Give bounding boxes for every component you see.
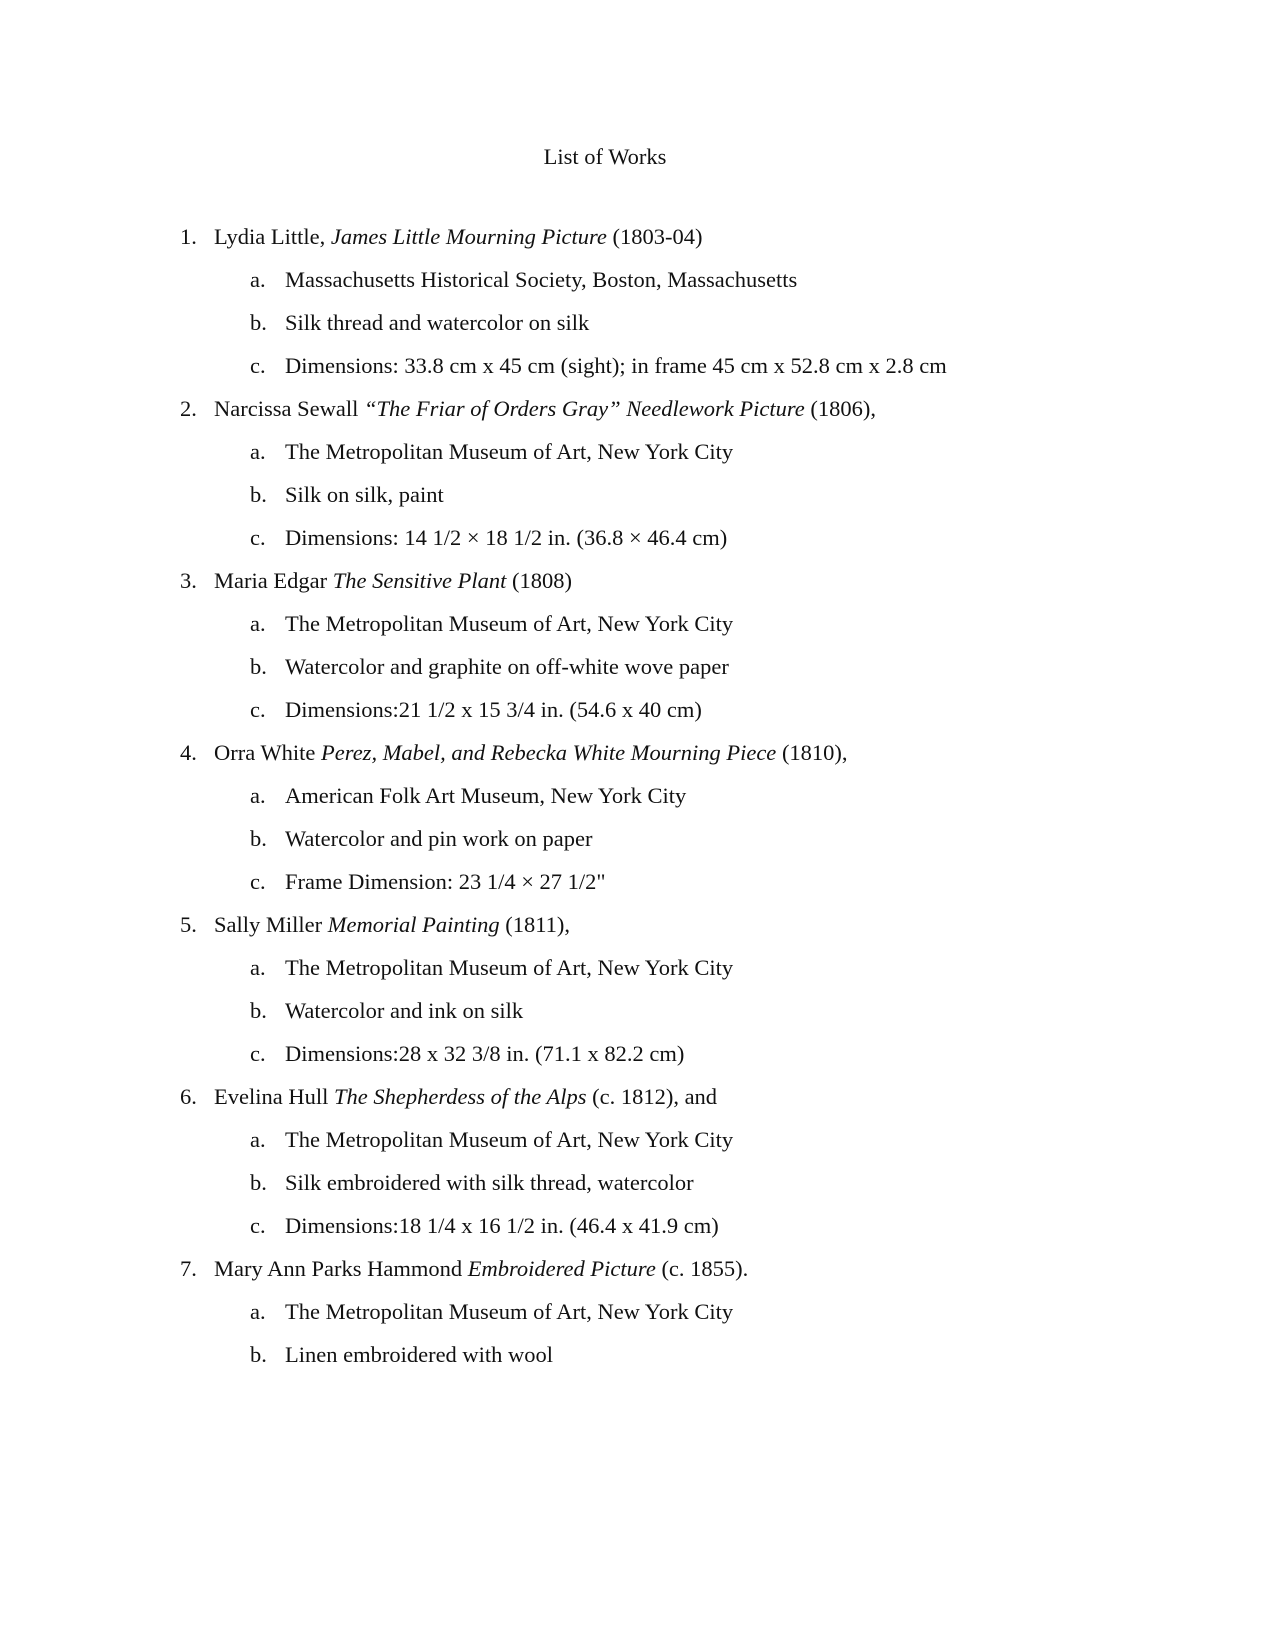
- work-title: Perez, Mabel, and Rebecka White Mourning Piece: [321, 740, 777, 765]
- work-detail: [0, 860, 1275, 903]
- detail-text: Silk on silk, paint: [285, 482, 444, 507]
- detail-text: Dimensions:18 1/4 x 16 1/2 in. (46.4 x 41.9 cm): [285, 1213, 719, 1238]
- detail-text: The Metropolitan Museum of Art, New York City: [285, 1127, 734, 1152]
- work-detail: [0, 1161, 1275, 1204]
- work-detail: [0, 473, 1275, 516]
- artist-name: Mary Ann Parks Hammond: [214, 1256, 468, 1281]
- detail-text: American Folk Art Museum, New York City: [285, 783, 687, 808]
- detail-text: The Metropolitan Museum of Art, New York City: [285, 611, 734, 636]
- detail-text: Frame Dimension: 23 1/4 × 27 1/2": [285, 869, 606, 894]
- detail-text: The Metropolitan Museum of Art, New York City: [285, 955, 734, 980]
- detail-text: Silk embroidered with silk thread, watercolor: [285, 1170, 694, 1195]
- document-title: List of Works: [543, 144, 667, 169]
- detail-text: Dimensions:21 1/2 x 15 3/4 in. (54.6 x 40 cm): [285, 697, 702, 722]
- detail-letter: b.: [250, 654, 267, 679]
- work-number: 1.: [180, 224, 197, 249]
- work-title: The Shepherdess of the Alps: [333, 1084, 587, 1109]
- work-detail: [0, 1032, 1275, 1075]
- work-detail: [0, 430, 1275, 473]
- work-entry: [0, 559, 1275, 602]
- detail-letter: b.: [250, 826, 267, 851]
- work-detail: [0, 989, 1275, 1032]
- work-date: (c. 1855).: [655, 1256, 749, 1281]
- detail-letter: a.: [250, 783, 266, 808]
- detail-letter: c.: [250, 697, 266, 722]
- work-number: 4.: [180, 740, 197, 765]
- work-number: 7.: [180, 1256, 197, 1281]
- work-title: The Sensitive Plant: [332, 568, 507, 593]
- work-number: 5.: [180, 912, 197, 937]
- work-title: Memorial Painting: [327, 912, 500, 937]
- work-entry: [0, 1075, 1275, 1118]
- detail-letter: a.: [250, 267, 266, 292]
- detail-letter: a.: [250, 439, 266, 464]
- detail-text: Massachusetts Historical Society, Boston, Massachusetts: [285, 267, 798, 292]
- detail-text: The Metropolitan Museum of Art, New York City: [285, 1299, 734, 1324]
- work-number: 2.: [180, 396, 197, 421]
- work-number: 3.: [180, 568, 197, 593]
- detail-text: Dimensions: 33.8 cm x 45 cm (sight); in frame 45 cm x 52.8 cm x 2.8 cm: [285, 353, 947, 378]
- detail-letter: c.: [250, 353, 266, 378]
- work-heading: [214, 731, 848, 774]
- detail-text: Watercolor and pin work on paper: [285, 826, 593, 851]
- work-entry: [0, 215, 1275, 258]
- work-detail: [0, 258, 1275, 301]
- work-heading: [214, 1075, 717, 1118]
- detail-letter: a.: [250, 611, 266, 636]
- detail-letter: a.: [250, 1127, 266, 1152]
- work-date: (c. 1812), and: [586, 1084, 718, 1109]
- work-heading: [214, 215, 702, 258]
- work-detail: [0, 1290, 1275, 1333]
- detail-letter: a.: [250, 955, 266, 980]
- detail-letter: c.: [250, 525, 266, 550]
- artist-name: Sally Miller: [214, 912, 328, 937]
- work-entry: [0, 731, 1275, 774]
- artist-name: Orra White: [214, 740, 322, 765]
- detail-letter: b.: [250, 310, 267, 335]
- artist-name: Maria Edgar: [214, 568, 333, 593]
- detail-text: Dimensions:28 x 32 3/8 in. (71.1 x 82.2 cm): [285, 1041, 685, 1066]
- detail-letter: a.: [250, 1299, 266, 1324]
- work-detail: [0, 516, 1275, 559]
- detail-letter: b.: [250, 998, 267, 1023]
- work-date: (1806),: [804, 396, 877, 421]
- detail-text: Dimensions: 14 1/2 × 18 1/2 in. (36.8 × 46.4 cm): [285, 525, 728, 550]
- detail-text: Watercolor and ink on silk: [285, 998, 524, 1023]
- detail-letter: b.: [250, 482, 267, 507]
- work-title: Embroidered Picture: [467, 1256, 656, 1281]
- detail-text: Silk thread and watercolor on silk: [285, 310, 590, 335]
- work-entry: [0, 1247, 1275, 1290]
- work-detail: [0, 1204, 1275, 1247]
- works-list: [0, 215, 1275, 1376]
- artist-name: Evelina Hull: [214, 1084, 334, 1109]
- work-date: (1803-04): [606, 224, 703, 249]
- work-detail: [0, 946, 1275, 989]
- detail-text: The Metropolitan Museum of Art, New York City: [285, 439, 734, 464]
- work-number: 6.: [180, 1084, 197, 1109]
- work-detail: [0, 1333, 1275, 1376]
- detail-letter: c.: [250, 1041, 266, 1066]
- work-date: (1811),: [499, 912, 571, 937]
- work-detail: [0, 688, 1275, 731]
- work-detail: [0, 301, 1275, 344]
- work-heading: [214, 1247, 748, 1290]
- work-detail: [0, 817, 1275, 860]
- work-detail: [0, 344, 1275, 387]
- work-heading: [214, 903, 570, 946]
- artist-name: Lydia Little,: [214, 224, 331, 249]
- work-entry: [0, 903, 1275, 946]
- work-date: (1808): [506, 568, 573, 593]
- work-detail: [0, 602, 1275, 645]
- artist-name: Narcissa Sewall: [214, 396, 364, 421]
- work-title: “The Friar of Orders Gray” Needlework Picture: [363, 396, 805, 421]
- detail-text: Watercolor and graphite on off-white wove paper: [285, 654, 729, 679]
- detail-letter: c.: [250, 1213, 266, 1238]
- work-heading: [214, 387, 876, 430]
- detail-letter: b.: [250, 1170, 267, 1195]
- detail-letter: c.: [250, 869, 266, 894]
- detail-letter: b.: [250, 1342, 267, 1367]
- work-heading: [214, 559, 572, 602]
- work-entry: [0, 387, 1275, 430]
- work-detail: [0, 645, 1275, 688]
- work-title: James Little Mourning Picture: [330, 224, 607, 249]
- work-date: (1810),: [776, 740, 848, 765]
- work-detail: [0, 1118, 1275, 1161]
- work-detail: [0, 774, 1275, 817]
- detail-text: Linen embroidered with wool: [285, 1342, 554, 1367]
